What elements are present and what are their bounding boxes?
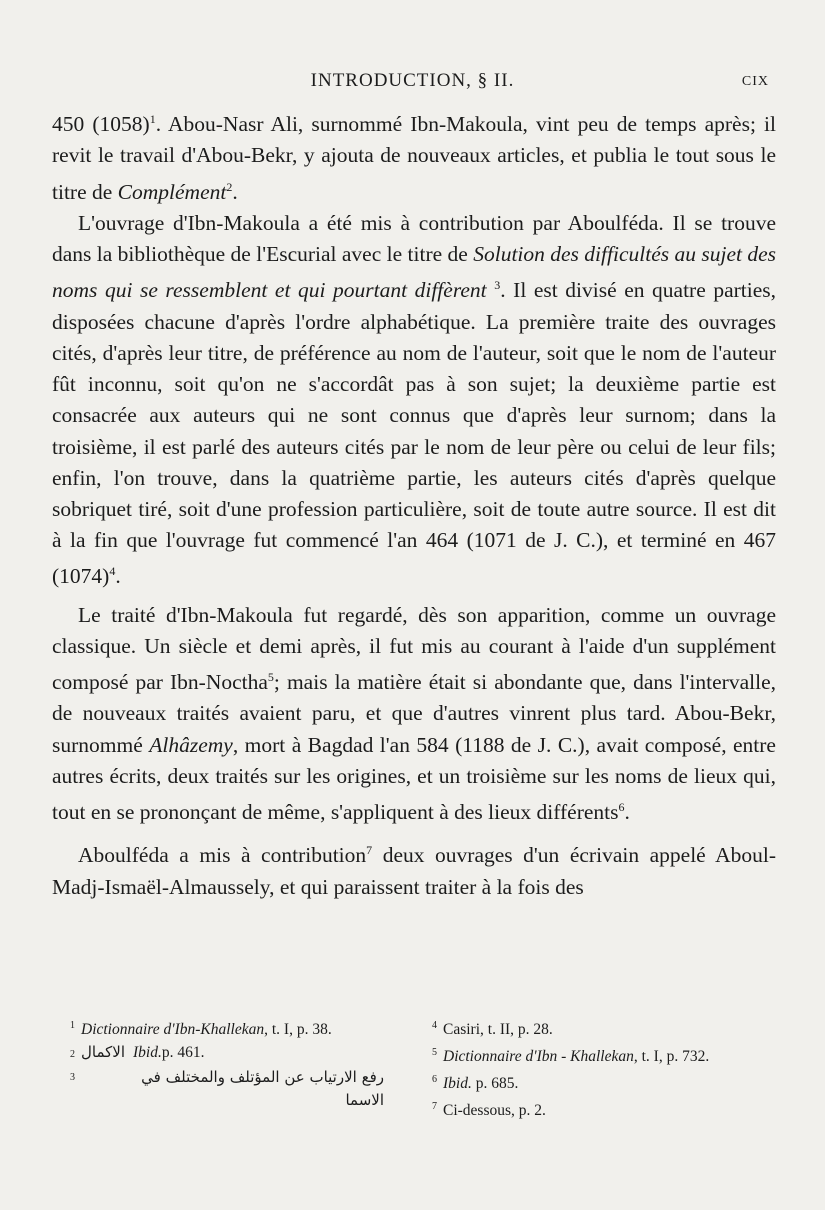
footnote-3: 3 رفع الارتياب عن المؤتلف والمختلف في الاسما bbox=[70, 1066, 410, 1112]
text-run: . bbox=[115, 564, 121, 589]
text-run: deux ouvrages d'un écrivain appelé Aboul-Madj-Ismaël-Almaussely, et qui paraissent traiter à la fois des bbox=[52, 843, 776, 899]
footnote-reference: 7 bbox=[366, 843, 373, 858]
footnote-reference: 2 bbox=[226, 179, 233, 194]
italic-title: Complément bbox=[117, 179, 227, 204]
italic-title: Solution des difficultés au sujet des noms qui se ressemblent et qui pourtant diffèrent bbox=[52, 242, 777, 303]
footnote-reference: 5 bbox=[267, 670, 274, 685]
text-run: 450 (1058) bbox=[52, 112, 150, 137]
text-run: Aboulféda a mis à contribution bbox=[78, 843, 367, 868]
paragraph-1 bbox=[52, 104, 776, 208]
footnotes-left-column bbox=[70, 1014, 410, 1112]
footnote-reference: 6 bbox=[618, 800, 625, 815]
footnote-6: $^6$ Ibid. p. 685. bbox=[432, 1074, 519, 1093]
text-run: . bbox=[624, 800, 630, 825]
page-header bbox=[0, 70, 825, 100]
arabic-text: الاكمال bbox=[81, 1043, 126, 1062]
text-run: , mort à Bagdad l'an 584 (1188 de J. C.), avait composé, entre autres écrits, deux traités sur les origines, et un troisième sur les noms de lieux qui, tout en se prononçant de même, s'appliquent à des lieux différents bbox=[52, 732, 776, 825]
paragraph-3 bbox=[52, 600, 776, 829]
main-text bbox=[52, 104, 776, 903]
arabic-text: رفع الارتياب عن المؤتلف والمختلف في bbox=[141, 1068, 384, 1087]
footnote-reference: 3 bbox=[494, 278, 501, 293]
footnote-reference: 1 bbox=[149, 112, 156, 126]
paragraph-4 bbox=[52, 835, 776, 903]
footnote-2: 2 الاكمال Ibid. p. 461. bbox=[70, 1041, 410, 1066]
footnote-4: $^4$ Casiri, t. II, p. 28. bbox=[432, 1020, 553, 1039]
italic-title: Alhâzemy bbox=[149, 732, 233, 757]
running-title: INTRODUCTION, § II. bbox=[310, 70, 515, 91]
text-run: . bbox=[232, 179, 238, 204]
text-run: . Abou-Nasr Ali, surnommé Ibn-Makoula, vint peu de temps après; il revit le travail d'Abou-Bekr, y ajouta de nouveaux articles, et publia le tout sous le titre de bbox=[52, 112, 776, 204]
text-run: Le traité d'Ibn-Makoula fut regardé, dès son apparition, comme un ouvrage classique. Un siècle et demi après, il fut mis au courant à l'aide d'un supplément composé par Ibn-Noctha bbox=[52, 602, 776, 695]
footnotes-right-column bbox=[432, 1014, 782, 1123]
footnote-reference: 4 bbox=[109, 564, 116, 579]
arabic-text: الاسما bbox=[345, 1091, 384, 1110]
footnote-1: $^1$ Dictionnaire d'Ibn-Khallekan, t. I, p. 38. bbox=[70, 1020, 332, 1039]
footnote-7: $^7$ Ci-dessous, p. 2. bbox=[432, 1101, 546, 1120]
footnote-5: $^5$ Dictionnaire d'Ibn - Khallekan, t. I, p. 732. bbox=[432, 1047, 710, 1066]
text-run: L'ouvrage d'Ibn-Makoula a été mis à contribution par Aboulféda. Il se trouve dans la bibliothèque de l'Escurial avec le titre de bbox=[52, 210, 776, 267]
text-run: . Il est divisé en quatre parties, disposées chacune d'après l'ordre alphabétique. La première traite des ouvrages cités, d'après leur titre, de préférence au nom de l'auteur, soit que le nom de l'auteur fût inconnu, soit qu'on ne s'accordât pas à son sujet; la deuxième partie est consacrée aux auteurs qui ne sont connus que d'après leur surnom; dans la troisième, il est parlé des auteurs cités par le nom de leur père ou celui de leur fils; enfin, l'on trouve, dans la quatrième partie, les auteurs cités d'après quelque sobriquet tiré, soit d'une profession particulière, soit de toute autre source. Il est dit à la fin que l'ouvrage fut commencé l'an 464 (1071 de J. C.), et terminé en 467 (1074) bbox=[52, 278, 776, 589]
page-number: CIX bbox=[741, 74, 769, 89]
footnotes bbox=[70, 1014, 780, 1164]
text-run: ; mais la matière était si abondante que, dans l'intervalle, de nouveaux traités avaient paru, et que d'autres vinrent plus tard. Abou-Bekr, surnommé bbox=[52, 670, 776, 757]
paragraph-2 bbox=[52, 208, 776, 593]
